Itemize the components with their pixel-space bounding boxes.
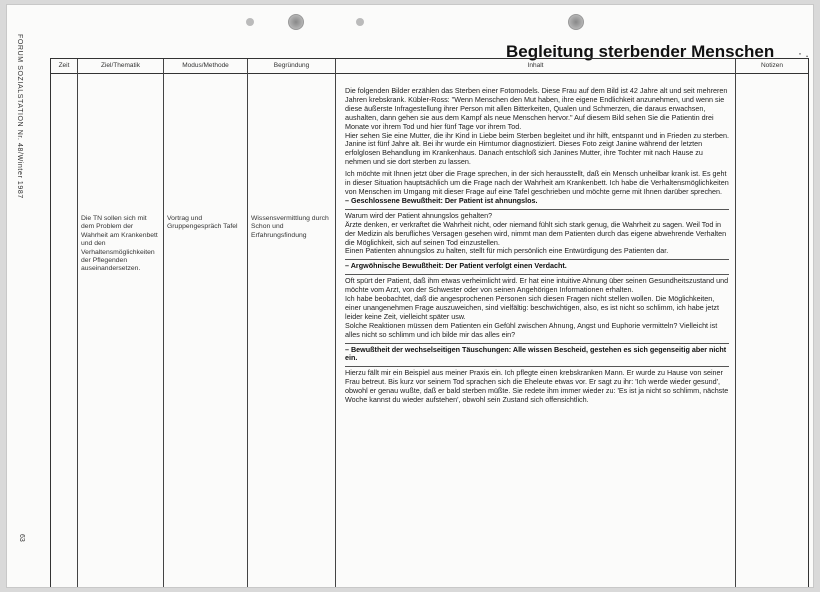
column-divider	[77, 59, 78, 587]
column-divider	[335, 59, 336, 587]
section-text: Solche Reaktionen müssen dem Patienten ein Gefühl zwischen Ahnung, Angst und Euphorie vermitteln? Vielleicht ist alles nicht so schlimm und ich bilde mir das alles ein?	[345, 320, 718, 339]
section-text: Einen Patienten ahnungslos zu halten, stellt für mich persönlich eine Entwürdigung des Patienten dar.	[345, 246, 669, 256]
punch-hole-icon	[568, 14, 584, 30]
section-question: Warum wird der Patient ahnungslos gehalten?	[345, 210, 493, 220]
page-number: 63	[18, 534, 25, 542]
intro-paragraph-2: Hier sehen Sie eine Mutter, die ihr Kind in Liebe beim Sterben begleitet und ihr hilft, entspannt und in Frieden zu sterben. Janine ist fünf Jahre alt. Bei ihr wurde ein Hirntumor diagnostiziert. Dieses Foto zeigt Janine während der letzten erfolglosen Behandlung im Krankenhaus. Danach entschloß sich Janines Mutter, ihre Tochter mit nach Hause zu nehmen und sie dort sterben zu lassen.	[345, 130, 729, 167]
header-inhalt: Inhalt	[527, 62, 544, 69]
header-begruendung: Begründung	[273, 62, 310, 69]
content-column	[345, 87, 729, 405]
binder-mark-icon	[246, 18, 254, 26]
section-heading: – Geschlossene Bewußtheit: Der Patient ist ahnungslos.	[345, 195, 538, 205]
header-ziel: Ziel/Thematik	[100, 62, 140, 69]
binder-mark-icon	[356, 18, 364, 26]
divider	[345, 274, 729, 275]
header-modus: Modus/Methode	[182, 62, 229, 69]
title-dots: · .	[798, 46, 809, 60]
lesson-table	[50, 58, 809, 587]
cell-modus: Vortrag und Gruppengespräch Tafel	[167, 215, 238, 231]
page-title: Begleitung sterbender Menschen	[506, 42, 775, 61]
divider	[345, 209, 729, 210]
topic-intro: Ich möchte mit Ihnen jetzt über die Frage sprechen, in der sich herausstellt, daß ein Mensch unheilbar krank ist. Es geht in dieser Situation hauptsächlich um die Frage nach der Wahrheit am Krankenbett. Ich habe die Verhaltensmöglichkeiten von Menschen im Umgang mit dieser Frage auf eine Tafel geschrieben und möchte gerne mit Ihnen darüber sprechen.	[345, 169, 729, 196]
punch-hole-icon	[288, 14, 304, 30]
section-heading: – Argwöhnische Bewußtheit: Der Patient verfolgt einen Verdacht.	[345, 261, 567, 271]
intro-paragraph: Die folgenden Bilder erzählen das Sterben einer Fotomodels. Diese Frau auf dem Bild ist 42 Jahre alt und seit mehreren Jahren krebskrank. Kübler-Ross: "Wenn Menschen den Mut haben, ihre eigene Endlichkeit anzunehmen, und wenn sie diese äußerste Infragestellung ihrer Person mit allen Bitterkeiten, Qualen und Schmerzen, die daraus erwachsen, aushalten, dann gehen sie aus dem Kampf als neue Menschen hervor." Auf diesem Bild sehen Sie die Patientin drei Monate vor ihrem Tod und hier fünf Tage vor ihrem Tod.	[345, 86, 728, 131]
section-text: Hierzu fällt mir ein Beispiel aus meiner Praxis ein. Ich pflegte einen krebskranken Mann. Er wurde zu Hause von seiner Frau betreut. Bis kurz vor seinem Tod sprachen sich die Eheleute etwas vor. Er sagt zu ihr: 'Ich werde wieder gesund', obwohl er genau wußte, daß er bald sterben müßte. Sie redete ihm immer wieder zu: 'Es ist ja nicht so schlimm, nächste Woche kannst du wieder aufstehen', obwohl sein Zustand sich offensichtlich.	[345, 368, 729, 405]
cell-ziel: Die TN sollen sich mit dem Problem der Wahrheit am Krankenbett und den Verhaltensmöglichkeiten der Pflegenden auseinandersetzen.	[81, 215, 158, 273]
divider	[345, 366, 729, 367]
column-divider	[735, 59, 736, 587]
divider	[345, 259, 729, 260]
section-text: Ärzte denken, er verkraftet die Wahrheit nicht, oder niemand fühlt sich stark genug, die Wahrheit zu sagen. Weil Tod in der Medizin als berufliches Versagen gesehen wird, nimmt man dem Patienten durch das eigene abwehrende Verhalten die Möglichkeit, sich auf seinen Tod einzustellen.	[345, 219, 727, 247]
column-divider	[247, 59, 248, 587]
divider	[345, 343, 729, 344]
section-text: Ich habe beobachtet, daß die angesprochenen Personen sich diesen Fragen nicht stellen wollen. Die Möglichkeiten, einer unangenehmen Frage auszuweichen, sind vielfältig: beschwichtigen, also, es ist nicht so schlimm, ich habe jetzt leider keine Zeit, vielleicht später usw.	[345, 294, 719, 321]
section-heading: – Bewußtheit der wechselseitigen Täuschungen: Alle wissen Bescheid, gestehen es sich gegenseitig aber nicht ein.	[345, 344, 727, 363]
section-text: Oft spürt der Patient, daß ihm etwas verheimlicht wird. Er hat eine intuitive Ahnung über seinen Gesundheitszustand und möchte vom Arzt, von der Schwester oder von seinen Angehörigen Informationen erhalten.	[345, 276, 729, 295]
journal-side-label: FORUM SOZIALSTATION Nr. 48/Winter 1987	[16, 34, 23, 199]
header-notizen: Notizen	[760, 62, 784, 69]
header-zeit: Zeit	[58, 62, 70, 69]
column-divider	[163, 59, 164, 587]
cell-begruendung: Wissensvermittlung durch Schon und Erfahrungsfindung	[251, 215, 329, 239]
